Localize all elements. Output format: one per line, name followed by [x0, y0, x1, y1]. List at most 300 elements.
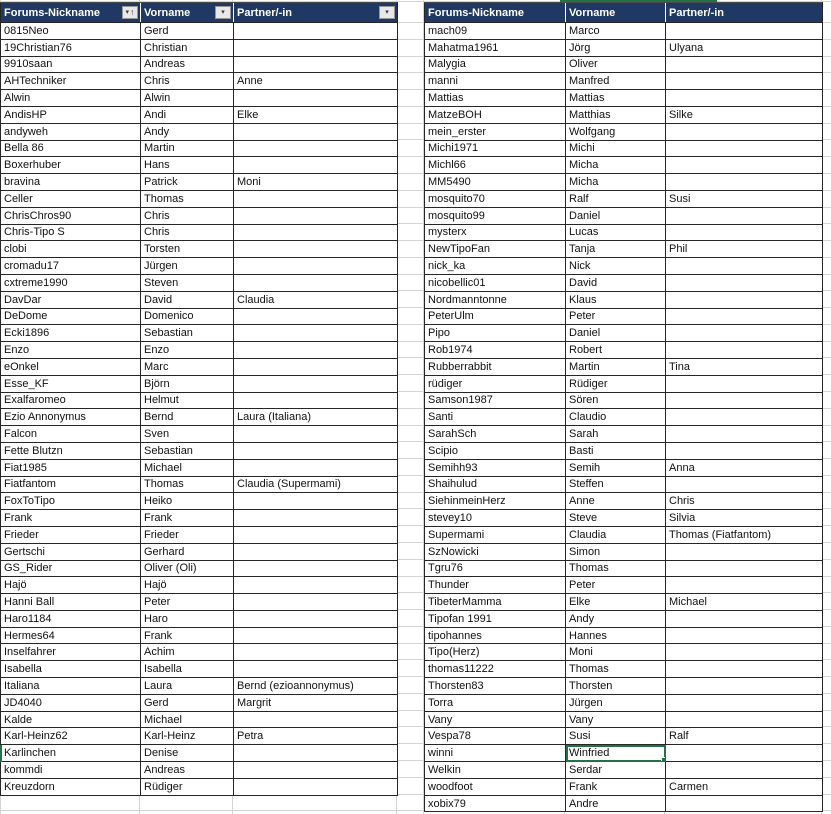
- cell[interactable]: mosquito70: [425, 190, 566, 207]
- cell[interactable]: Andre: [566, 795, 666, 812]
- cell[interactable]: [666, 795, 823, 812]
- cell[interactable]: Mattias: [425, 90, 566, 107]
- cell[interactable]: PeterUlm: [425, 308, 566, 325]
- cell[interactable]: [666, 762, 823, 779]
- cell[interactable]: [666, 543, 823, 560]
- cell[interactable]: Daniel: [566, 325, 666, 342]
- cell[interactable]: TibeterMamma: [425, 594, 566, 611]
- cell[interactable]: Claudio: [566, 409, 666, 426]
- cell[interactable]: mach09: [425, 23, 566, 40]
- cell[interactable]: Sebastian: [141, 325, 234, 342]
- cell[interactable]: bravina: [1, 174, 141, 191]
- cell[interactable]: Bernd (ezioannonymus): [234, 678, 398, 695]
- cell[interactable]: Shaihulud: [425, 476, 566, 493]
- cell[interactable]: Marco: [566, 23, 666, 40]
- cell[interactable]: [234, 442, 398, 459]
- cell[interactable]: xobix79: [425, 795, 566, 812]
- cell[interactable]: Andreas: [141, 56, 234, 73]
- cell[interactable]: Thunder: [425, 577, 566, 594]
- cell[interactable]: Anne: [234, 73, 398, 90]
- cell[interactable]: Michi1971: [425, 140, 566, 157]
- column-header-vorname[interactable]: [141, 3, 234, 23]
- cell[interactable]: eOnkel: [1, 358, 141, 375]
- table-row: [425, 543, 823, 560]
- cell[interactable]: Gerhard: [141, 543, 234, 560]
- cell[interactable]: Nordmanntonne: [425, 291, 566, 308]
- cell[interactable]: [666, 392, 823, 409]
- cell[interactable]: nick_ka: [425, 258, 566, 275]
- cell[interactable]: [666, 258, 823, 275]
- cell[interactable]: Enzo: [141, 342, 234, 359]
- cell[interactable]: [666, 291, 823, 308]
- cell[interactable]: Gerd: [141, 694, 234, 711]
- cell[interactable]: [234, 375, 398, 392]
- cell[interactable]: Tina: [666, 358, 823, 375]
- table-row: [1, 560, 398, 577]
- cell[interactable]: Heiko: [141, 493, 234, 510]
- cell[interactable]: Silvia: [666, 510, 823, 527]
- cell[interactable]: Martin: [141, 140, 234, 157]
- cell[interactable]: Falcon: [1, 426, 141, 443]
- cell[interactable]: Inselfahrer: [1, 644, 141, 661]
- cell[interactable]: Claudia: [566, 526, 666, 543]
- table-row: [425, 762, 823, 779]
- cell[interactable]: Alwin: [141, 90, 234, 107]
- cell[interactable]: Chris: [141, 73, 234, 90]
- cell[interactable]: Patrick: [141, 174, 234, 191]
- cell[interactable]: 0815Neo: [1, 23, 141, 40]
- cell[interactable]: Kalde: [1, 711, 141, 728]
- cell[interactable]: Andy: [566, 610, 666, 627]
- cell[interactable]: [234, 23, 398, 40]
- cell[interactable]: Tgru76: [425, 560, 566, 577]
- cell[interactable]: [234, 392, 398, 409]
- cell[interactable]: NewTipoFan: [425, 241, 566, 258]
- cell[interactable]: David: [566, 274, 666, 291]
- cell[interactable]: Sören: [566, 392, 666, 409]
- cell[interactable]: [234, 224, 398, 241]
- cell[interactable]: [234, 426, 398, 443]
- cell[interactable]: Michael: [666, 594, 823, 611]
- cell[interactable]: Frank: [1, 510, 141, 527]
- column-header-forums-nickname[interactable]: [425, 3, 566, 23]
- cell[interactable]: Vany: [425, 711, 566, 728]
- cell[interactable]: Björn: [141, 375, 234, 392]
- cell[interactable]: clobi: [1, 241, 141, 258]
- cell[interactable]: Hajö: [1, 577, 141, 594]
- cell[interactable]: [234, 493, 398, 510]
- cell[interactable]: Nick: [566, 258, 666, 275]
- cell[interactable]: [666, 627, 823, 644]
- cell[interactable]: [666, 644, 823, 661]
- cell[interactable]: Peter: [141, 594, 234, 611]
- cell[interactable]: [666, 140, 823, 157]
- cell[interactable]: cxtreme1990: [1, 274, 141, 291]
- cell[interactable]: Rüdiger: [141, 778, 234, 795]
- cell[interactable]: Anna: [666, 459, 823, 476]
- cell[interactable]: Ralf: [566, 190, 666, 207]
- cell[interactable]: Pipo: [425, 325, 566, 342]
- cell[interactable]: Hannes: [566, 627, 666, 644]
- cell[interactable]: [234, 627, 398, 644]
- cell[interactable]: [666, 342, 823, 359]
- cell[interactable]: Chris: [666, 493, 823, 510]
- table-row: [425, 627, 823, 644]
- cell[interactable]: Christian: [141, 39, 234, 56]
- filter-dropdown-icon[interactable]: ▾: [215, 6, 231, 19]
- cell[interactable]: Ulyana: [666, 39, 823, 56]
- cell[interactable]: Gertschi: [1, 543, 141, 560]
- filter-dropdown-icon[interactable]: ▾: [379, 6, 395, 19]
- cell[interactable]: Malygia: [425, 56, 566, 73]
- cell[interactable]: [666, 409, 823, 426]
- cell[interactable]: SiehinmeinHerz: [425, 493, 566, 510]
- cell[interactable]: Samson1987: [425, 392, 566, 409]
- cell[interactable]: [234, 778, 398, 795]
- cell[interactable]: Chris: [141, 207, 234, 224]
- cell[interactable]: Wolfgang: [566, 123, 666, 140]
- cell[interactable]: Bernd: [141, 409, 234, 426]
- cell[interactable]: [666, 694, 823, 711]
- cell[interactable]: [666, 426, 823, 443]
- cell[interactable]: Achim: [141, 644, 234, 661]
- cell[interactable]: cromadu17: [1, 258, 141, 275]
- cell[interactable]: SzNowicki: [425, 543, 566, 560]
- cell[interactable]: [234, 745, 398, 762]
- cell[interactable]: Oliver (Oli): [141, 560, 234, 577]
- cell[interactable]: Hans: [141, 157, 234, 174]
- cell[interactable]: [234, 577, 398, 594]
- cell[interactable]: [234, 258, 398, 275]
- cell[interactable]: Italiana: [1, 678, 141, 695]
- cell[interactable]: Karl-Heinz: [141, 728, 234, 745]
- cell[interactable]: Klaus: [566, 291, 666, 308]
- cell[interactable]: Frank: [141, 510, 234, 527]
- cell[interactable]: [666, 560, 823, 577]
- cell[interactable]: Thomas: [566, 661, 666, 678]
- cell[interactable]: Moni: [566, 644, 666, 661]
- cell[interactable]: Margrit: [234, 694, 398, 711]
- cell[interactable]: Elke: [234, 106, 398, 123]
- cell[interactable]: Elke: [566, 594, 666, 611]
- cell[interactable]: Steven: [141, 274, 234, 291]
- cell[interactable]: Micha: [566, 174, 666, 191]
- cell[interactable]: Marc: [141, 358, 234, 375]
- cell[interactable]: [666, 224, 823, 241]
- cell[interactable]: Andreas: [141, 762, 234, 779]
- cell[interactable]: Helmut: [141, 392, 234, 409]
- cell[interactable]: [234, 241, 398, 258]
- selected-cell[interactable]: Winfried: [566, 745, 666, 762]
- cell[interactable]: [666, 274, 823, 291]
- table-row: [1, 56, 398, 73]
- cell[interactable]: Mattias: [566, 90, 666, 107]
- cell[interactable]: nicobellic01: [425, 274, 566, 291]
- cell[interactable]: Silke: [666, 106, 823, 123]
- cell[interactable]: [234, 762, 398, 779]
- cell[interactable]: Manfred: [566, 73, 666, 90]
- cell[interactable]: [234, 358, 398, 375]
- cell[interactable]: Simon: [566, 543, 666, 560]
- cell[interactable]: [234, 342, 398, 359]
- cell[interactable]: [666, 56, 823, 73]
- cell[interactable]: [234, 157, 398, 174]
- cell[interactable]: Denise: [141, 745, 234, 762]
- cell[interactable]: Mahatma1961: [425, 39, 566, 56]
- cell[interactable]: Michael: [141, 459, 234, 476]
- cell[interactable]: [666, 442, 823, 459]
- table-row: [425, 409, 823, 426]
- cell[interactable]: Peter: [566, 577, 666, 594]
- cell[interactable]: [666, 123, 823, 140]
- table-row: [1, 224, 398, 241]
- cell[interactable]: Moni: [234, 174, 398, 191]
- cell[interactable]: Thomas (Fiatfantom): [666, 526, 823, 543]
- cell[interactable]: Anne: [566, 493, 666, 510]
- cell[interactable]: DavDar: [1, 291, 141, 308]
- cell[interactable]: Ecki1896: [1, 325, 141, 342]
- cell[interactable]: [666, 745, 823, 762]
- cell[interactable]: [666, 375, 823, 392]
- cell[interactable]: Torsten: [141, 241, 234, 258]
- cell[interactable]: winni: [425, 745, 566, 762]
- cell[interactable]: [666, 325, 823, 342]
- cell[interactable]: DeDome: [1, 308, 141, 325]
- cell[interactable]: Petra: [234, 728, 398, 745]
- cell[interactable]: David: [141, 291, 234, 308]
- cell[interactable]: Andi: [141, 106, 234, 123]
- cell[interactable]: [234, 325, 398, 342]
- column-header-partner[interactable]: [666, 3, 823, 23]
- cell[interactable]: Robert: [566, 342, 666, 359]
- cell[interactable]: Rüdiger: [566, 375, 666, 392]
- cell[interactable]: [234, 274, 398, 291]
- cell[interactable]: Martin: [566, 358, 666, 375]
- cell[interactable]: mysterx: [425, 224, 566, 241]
- cell[interactable]: [666, 577, 823, 594]
- cell[interactable]: Vespa78: [425, 728, 566, 745]
- cell[interactable]: woodfoot: [425, 778, 566, 795]
- cell[interactable]: [666, 661, 823, 678]
- column-header-partner[interactable]: [234, 3, 398, 23]
- cell[interactable]: Isabella: [141, 661, 234, 678]
- cell[interactable]: Ezio Annonymus: [1, 409, 141, 426]
- cell[interactable]: Fiat1985: [1, 459, 141, 476]
- cell[interactable]: Michi: [566, 140, 666, 157]
- cell[interactable]: Matthias: [566, 106, 666, 123]
- cell[interactable]: Semihh93: [425, 459, 566, 476]
- cell[interactable]: Steve: [566, 510, 666, 527]
- cell[interactable]: AHTechniker: [1, 73, 141, 90]
- cell[interactable]: [666, 711, 823, 728]
- cell[interactable]: kommdi: [1, 762, 141, 779]
- cell[interactable]: Vany: [566, 711, 666, 728]
- table-row: [425, 526, 823, 543]
- cell[interactable]: Jürgen: [566, 694, 666, 711]
- cell[interactable]: Welkin: [425, 762, 566, 779]
- cell[interactable]: Steffen: [566, 476, 666, 493]
- cell[interactable]: Peter: [566, 308, 666, 325]
- table-row: [425, 123, 823, 140]
- cell[interactable]: mein_erster: [425, 123, 566, 140]
- cell[interactable]: ChrisChros90: [1, 207, 141, 224]
- cell[interactable]: Tipofan 1991: [425, 610, 566, 627]
- cell[interactable]: Oliver: [566, 56, 666, 73]
- cell[interactable]: Frank: [141, 627, 234, 644]
- cell[interactable]: Alwin: [1, 90, 141, 107]
- table-row: [425, 23, 823, 40]
- cell[interactable]: [666, 73, 823, 90]
- cell[interactable]: Phil: [666, 241, 823, 258]
- cell[interactable]: [234, 123, 398, 140]
- cell[interactable]: Andy: [141, 123, 234, 140]
- cell[interactable]: Sven: [141, 426, 234, 443]
- cell[interactable]: Isabella: [1, 661, 141, 678]
- cell[interactable]: Domenico: [141, 308, 234, 325]
- table-row: [425, 426, 823, 443]
- cell[interactable]: Chris: [141, 224, 234, 241]
- cell[interactable]: Fette Blutzn: [1, 442, 141, 459]
- cell[interactable]: Santi: [425, 409, 566, 426]
- cell[interactable]: Chris-Tipo S: [1, 224, 141, 241]
- cell[interactable]: [666, 23, 823, 40]
- cell[interactable]: Claudia: [234, 291, 398, 308]
- cell[interactable]: Bella 86: [1, 140, 141, 157]
- cell[interactable]: Rubberrabbit: [425, 358, 566, 375]
- cell[interactable]: [234, 140, 398, 157]
- cell[interactable]: manni: [425, 73, 566, 90]
- cell[interactable]: GS_Rider: [1, 560, 141, 577]
- cell[interactable]: [666, 678, 823, 695]
- cell[interactable]: Enzo: [1, 342, 141, 359]
- cell[interactable]: Frieder: [1, 526, 141, 543]
- cell[interactable]: Kreuzdorn: [1, 778, 141, 795]
- cell[interactable]: [234, 644, 398, 661]
- cell[interactable]: [234, 526, 398, 543]
- cell[interactable]: Basti: [566, 442, 666, 459]
- column-header-vorname[interactable]: [566, 3, 666, 23]
- column-header-forums-nickname[interactable]: [1, 3, 141, 23]
- cell[interactable]: 9910saan: [1, 56, 141, 73]
- cell[interactable]: Thomas: [141, 476, 234, 493]
- cell[interactable]: [234, 610, 398, 627]
- cell[interactable]: AndisHP: [1, 106, 141, 123]
- cell[interactable]: [234, 510, 398, 527]
- cell[interactable]: Thorsten: [566, 678, 666, 695]
- cell[interactable]: [666, 157, 823, 174]
- cell[interactable]: [234, 543, 398, 560]
- cell[interactable]: Laura (Italiana): [234, 409, 398, 426]
- cell[interactable]: [666, 476, 823, 493]
- cell[interactable]: Esse_KF: [1, 375, 141, 392]
- cell[interactable]: [234, 90, 398, 107]
- cell[interactable]: FoxToTipo: [1, 493, 141, 510]
- cell[interactable]: Ralf: [666, 728, 823, 745]
- cell[interactable]: Micha: [566, 157, 666, 174]
- cell[interactable]: thomas11222: [425, 661, 566, 678]
- cell[interactable]: andyweh: [1, 123, 141, 140]
- cell[interactable]: Laura: [141, 678, 234, 695]
- cell[interactable]: Boxerhuber: [1, 157, 141, 174]
- cell[interactable]: [234, 459, 398, 476]
- cell[interactable]: [234, 39, 398, 56]
- cell[interactable]: Scipio: [425, 442, 566, 459]
- cell[interactable]: Exalfaromeo: [1, 392, 141, 409]
- cell[interactable]: Michl66: [425, 157, 566, 174]
- cell[interactable]: Lucas: [566, 224, 666, 241]
- table-row: [425, 174, 823, 191]
- cell[interactable]: Semih: [566, 459, 666, 476]
- cell[interactable]: [234, 560, 398, 577]
- cell[interactable]: Tipo(Herz): [425, 644, 566, 661]
- cell[interactable]: Hajö: [141, 577, 234, 594]
- cell[interactable]: Daniel: [566, 207, 666, 224]
- cell[interactable]: Fiatfantom: [1, 476, 141, 493]
- cell[interactable]: Sarah: [566, 426, 666, 443]
- cell[interactable]: [234, 594, 398, 611]
- cell[interactable]: [234, 190, 398, 207]
- cell[interactable]: [234, 711, 398, 728]
- cell[interactable]: Claudia (Supermami): [234, 476, 398, 493]
- cell[interactable]: stevey10: [425, 510, 566, 527]
- cell[interactable]: Hanni Ball: [1, 594, 141, 611]
- cell[interactable]: Thomas: [141, 190, 234, 207]
- cell[interactable]: Frank: [566, 778, 666, 795]
- cell[interactable]: Torra: [425, 694, 566, 711]
- cell[interactable]: Serdar: [566, 762, 666, 779]
- cell[interactable]: [666, 308, 823, 325]
- cell[interactable]: 19Christian76: [1, 39, 141, 56]
- cell[interactable]: Hermes64: [1, 627, 141, 644]
- cell[interactable]: Susi: [666, 190, 823, 207]
- cell[interactable]: Haro1184: [1, 610, 141, 627]
- cell[interactable]: [666, 174, 823, 191]
- cell[interactable]: Tanja: [566, 241, 666, 258]
- cell[interactable]: mosquito99: [425, 207, 566, 224]
- cell[interactable]: SarahSch: [425, 426, 566, 443]
- cell[interactable]: Sebastian: [141, 442, 234, 459]
- cell[interactable]: [666, 610, 823, 627]
- cell[interactable]: Frieder: [141, 526, 234, 543]
- cell[interactable]: Celler: [1, 190, 141, 207]
- cell[interactable]: [666, 90, 823, 107]
- cell[interactable]: [234, 56, 398, 73]
- cell[interactable]: Susi: [566, 728, 666, 745]
- cell[interactable]: Rob1974: [425, 342, 566, 359]
- cell[interactable]: Karlinchen: [1, 745, 141, 762]
- cell[interactable]: [666, 207, 823, 224]
- sort-ascending-filter-icon[interactable]: ▾ ↑: [122, 6, 138, 19]
- cell[interactable]: Thomas: [566, 560, 666, 577]
- cell[interactable]: MatzeBOH: [425, 106, 566, 123]
- cell[interactable]: rüdiger: [425, 375, 566, 392]
- cell[interactable]: Carmen: [666, 778, 823, 795]
- cell[interactable]: [234, 661, 398, 678]
- cell[interactable]: tipohannes: [425, 627, 566, 644]
- cell[interactable]: Michael: [141, 711, 234, 728]
- cell[interactable]: Haro: [141, 610, 234, 627]
- cell[interactable]: Thorsten83: [425, 678, 566, 695]
- cell[interactable]: Karl-Heinz62: [1, 728, 141, 745]
- cell[interactable]: Supermami: [425, 526, 566, 543]
- cell[interactable]: Jörg: [566, 39, 666, 56]
- cell[interactable]: Gerd: [141, 23, 234, 40]
- cell[interactable]: MM5490: [425, 174, 566, 191]
- cell[interactable]: JD4040: [1, 694, 141, 711]
- cell[interactable]: [234, 207, 398, 224]
- cell[interactable]: Jürgen: [141, 258, 234, 275]
- cell[interactable]: [234, 308, 398, 325]
